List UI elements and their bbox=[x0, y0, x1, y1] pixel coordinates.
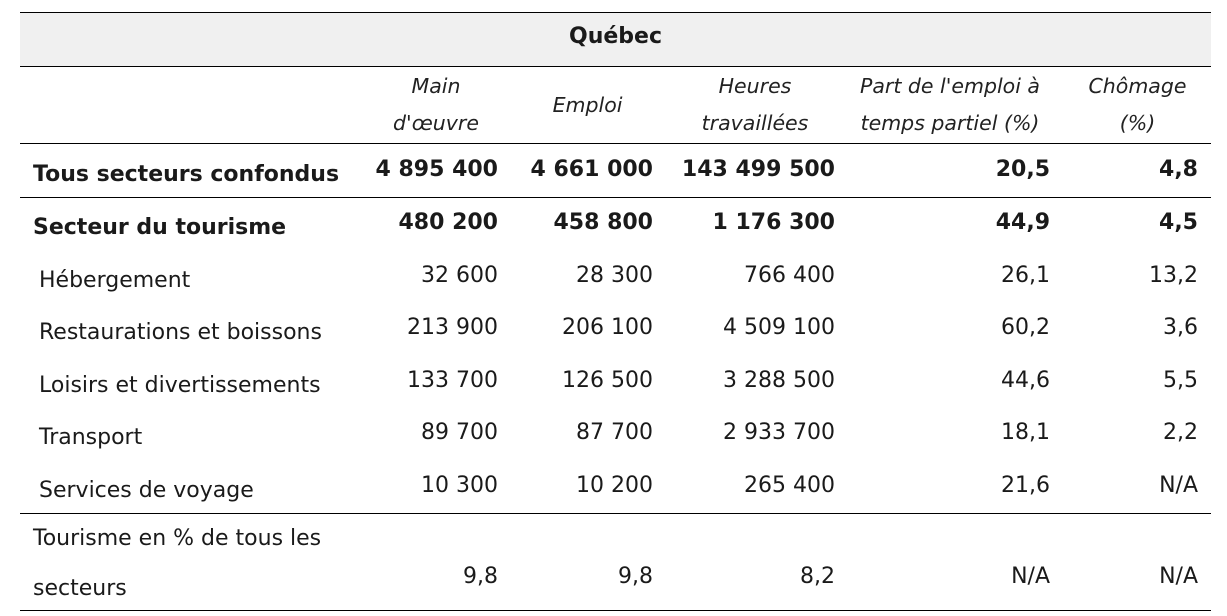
cell-main-doeuvre: 32 600 bbox=[421, 262, 498, 288]
cell-emploi: 206 100 bbox=[562, 315, 653, 341]
row-label: Transport bbox=[39, 425, 143, 451]
cell-chomage: 2,2 bbox=[1163, 420, 1198, 446]
cell-part-temps-partiel: N/A bbox=[1011, 564, 1050, 589]
cell-emploi: 458 800 bbox=[553, 210, 653, 236]
table-title: Québec bbox=[20, 13, 1211, 67]
header-part-temps-partiel: Part de l'emploi à temps partiel (%) bbox=[860, 74, 1040, 135]
cell-chomage: 5,5 bbox=[1163, 367, 1198, 393]
data-table bbox=[20, 12, 1211, 611]
cell-chomage: N/A bbox=[1159, 472, 1198, 498]
table-row bbox=[20, 408, 1211, 461]
table-row bbox=[20, 144, 1211, 198]
header-heures-travaillees: Heures travaillées bbox=[701, 74, 809, 135]
row-label: Restaurations et boissons bbox=[39, 320, 322, 346]
cell-main-doeuvre: 10 300 bbox=[421, 472, 498, 498]
cell-heures: 8,2 bbox=[800, 564, 835, 589]
cell-part-temps-partiel: 26,1 bbox=[1001, 262, 1050, 288]
cell-heures: 143 499 500 bbox=[681, 156, 835, 182]
cell-emploi: 9,8 bbox=[618, 564, 653, 589]
cell-chomage: 13,2 bbox=[1149, 262, 1198, 288]
row-label: Tourisme en % de tous les secteurs bbox=[33, 525, 322, 601]
cell-chomage: 4,8 bbox=[1159, 156, 1198, 182]
cell-emploi: 87 700 bbox=[576, 420, 653, 446]
cell-part-temps-partiel: 20,5 bbox=[995, 156, 1050, 182]
cell-main-doeuvre: 4 895 400 bbox=[375, 156, 498, 182]
cell-part-temps-partiel: 44,9 bbox=[995, 210, 1050, 236]
header-main-doeuvre: Main d'œuvre bbox=[393, 74, 479, 135]
cell-chomage: 4,5 bbox=[1159, 210, 1198, 236]
cell-main-doeuvre: 480 200 bbox=[398, 210, 498, 236]
cell-heures: 1 176 300 bbox=[712, 210, 835, 236]
cell-main-doeuvre: 213 900 bbox=[407, 315, 498, 341]
cell-chomage: 3,6 bbox=[1163, 315, 1198, 341]
cell-emploi: 10 200 bbox=[576, 472, 653, 498]
cell-emploi: 126 500 bbox=[562, 367, 653, 393]
cell-emploi: 4 661 000 bbox=[530, 156, 653, 182]
cell-heures: 766 400 bbox=[744, 262, 835, 288]
table-row bbox=[20, 355, 1211, 408]
row-label: Hébergement bbox=[39, 267, 191, 293]
cell-chomage: N/A bbox=[1159, 564, 1198, 589]
cell-heures: 2 933 700 bbox=[723, 420, 835, 446]
cell-part-temps-partiel: 21,6 bbox=[1001, 472, 1050, 498]
cell-main-doeuvre: 133 700 bbox=[407, 367, 498, 393]
row-label: Tous secteurs confondus bbox=[33, 161, 340, 187]
header-row bbox=[20, 67, 1211, 144]
cell-part-temps-partiel: 44,6 bbox=[1001, 367, 1050, 393]
row-label: Loisirs et divertissements bbox=[39, 372, 321, 398]
table-row bbox=[20, 198, 1211, 251]
cell-part-temps-partiel: 60,2 bbox=[1001, 315, 1050, 341]
row-label: Secteur du tourisme bbox=[33, 215, 287, 241]
cell-heures: 265 400 bbox=[744, 472, 835, 498]
table-row-tourism-share bbox=[20, 514, 1211, 611]
cell-main-doeuvre: 89 700 bbox=[421, 420, 498, 446]
table-row bbox=[20, 250, 1211, 303]
table-row bbox=[20, 303, 1211, 356]
cell-heures: 4 509 100 bbox=[723, 315, 835, 341]
table-row bbox=[20, 460, 1211, 514]
row-label: Services de voyage bbox=[39, 477, 254, 503]
cell-heures: 3 288 500 bbox=[723, 367, 835, 393]
cell-part-temps-partiel: 18,1 bbox=[1001, 420, 1050, 446]
header-emploi: Emploi bbox=[552, 92, 623, 117]
cell-emploi: 28 300 bbox=[576, 262, 653, 288]
cell-main-doeuvre: 9,8 bbox=[463, 564, 498, 589]
header-chomage: Chômage (%) bbox=[1088, 74, 1187, 135]
